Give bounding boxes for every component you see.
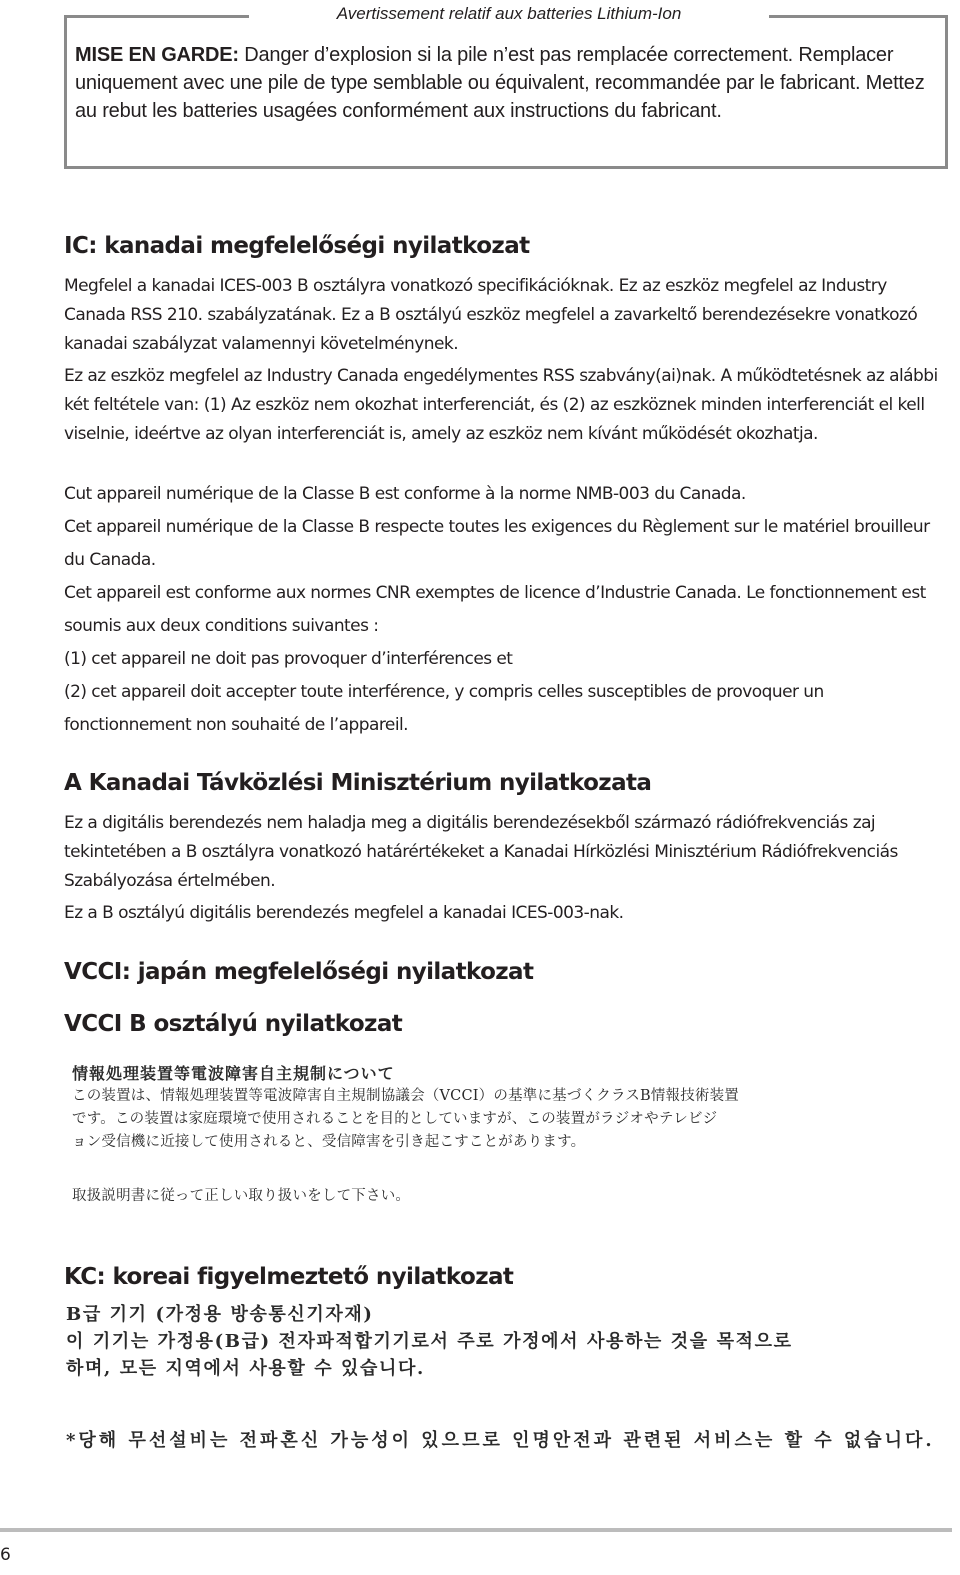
kc-notice-line: 이 기기는 가정용(B급) 전자파적합기기로서 주로 가정에서 사용하는 것을 목적으로	[66, 1331, 793, 1352]
ic-paragraph-5: Cet appareil est conforme aux normes CNR exemptes de licence d’Industrie Canada. Le fonctionnement est soumis aux deux conditions suivantes :	[64, 583, 926, 636]
kc-korean-notice	[66, 1301, 941, 1454]
battery-warning-title: Avertissement relatif aux batteries Lithium-Ion	[249, 2, 769, 26]
ic-heading: IC: kanadai megfelelőségi nyilatkozat	[64, 233, 530, 259]
ic-paragraph-4: Cet appareil numérique de la Classe B respecte toutes les exigences du Règlement sur le matériel brouilleur du Canada.	[64, 517, 930, 570]
battery-warning-label: MISE EN GARDE:	[75, 44, 239, 66]
footer-divider	[0, 1528, 952, 1532]
ic-paragraph-7: (2) cet appareil doit accepter toute interférence, y compris celles susceptibles de provoquer un fonctionnement non souhaité de l’appareil.	[64, 682, 824, 735]
vcci-subheading: VCCI B osztályú nyilatkozat	[64, 1011, 403, 1037]
vcci-notice-line: ョン受信機に近接して使用されると、受信障害を引き起こすことがあります。	[72, 1134, 586, 1150]
battery-warning-body: Danger d’explosion si la pile n’est pas remplacée correctement. Remplacer uniquement avec une pile de type semblable ou équivalent, recommandée par le fabricant. Mettez au rebut les batteries usagées conformément aux instructions du fabricant.	[75, 44, 925, 122]
kc-notice-line: B급 기기 (가정용 방송통신기자재)	[66, 1304, 374, 1325]
ministry-paragraph-2: Ez a B osztályú digitális berendezés megfelel a kanadai ICES-003-nak.	[64, 903, 624, 923]
vcci-notice-title: 情報処理装置等電波障害自主規制について	[72, 1064, 395, 1083]
ic-paragraph-6: (1) cet appareil ne doit pas provoquer d’interférences et	[64, 649, 513, 669]
vcci-notice-line: この装置は、情報処理装置等電波障害自主規制協議会（VCCI）の基準に基づくクラスB情報技術装置	[72, 1088, 740, 1104]
ic-paragraph-2: Ez az eszköz megfelel az Industry Canada engedélymentes RSS szabvány(ai)nak. A működtetésnek az alábbi két feltétele van: (1) Az eszköz nem okozhat interferenciát, és (2) az eszköznek minden interferenciát el kell viselnie, ideértve az olyan interferenciát is, amely az eszköz nem kívánt működését okozhatja.	[64, 366, 938, 444]
ic-paragraph-3: Cut appareil numérique de la Classe B est conforme à la norme NMB-003 du Canada.	[64, 484, 746, 504]
page-number: 6	[0, 1545, 11, 1565]
kc-heading: KC: koreai figyelmeztető nyilatkozat	[64, 1264, 514, 1290]
vcci-heading: VCCI: japán megfelelőségi nyilatkozat	[64, 959, 534, 985]
kc-notice-warning: *당해 무선설비는 전파혼신 가능성이 있으므로 인명안전과 관련된 서비스는 할 수 없습니다.	[66, 1430, 935, 1451]
ministry-heading: A Kanadai Távközlési Minisztérium nyilatkozata	[64, 770, 652, 796]
vcci-notice-line: です。この装置は家庭環境で使用されることを目的としていますが、この装置がラジオやテレビジ	[72, 1111, 718, 1127]
vcci-japanese-notice	[72, 1062, 802, 1208]
kc-notice-line: 하며, 모든 지역에서 사용할 수 있습니다.	[66, 1358, 425, 1379]
battery-warning-text	[75, 41, 941, 125]
ministry-paragraph-1: Ez a digitális berendezés nem haladja meg a digitális berendezésekből származó rádiófrekvenciás zaj tekintetében a B osztályra vonatkozó határértékeket a Kanadai Hírközlési Minisztérium Rádiófrekvenciás Szabályozása értelmében.	[64, 813, 898, 891]
vcci-notice-note: 取扱説明書に従って正しい取り扱いをして下さい。	[72, 1188, 411, 1204]
ic-paragraph-1: Megfelel a kanadai ICES-003 B osztályra vonatkozó specifikációknak. Ez az eszköz megfelel az Industry Canada RSS 210. szabályzatának. Ez a B osztályú eszköz megfelel a zavarkeltő berendezésekre vonatkozó kanadai szabályzat valamennyi követelménynek.	[64, 276, 918, 354]
